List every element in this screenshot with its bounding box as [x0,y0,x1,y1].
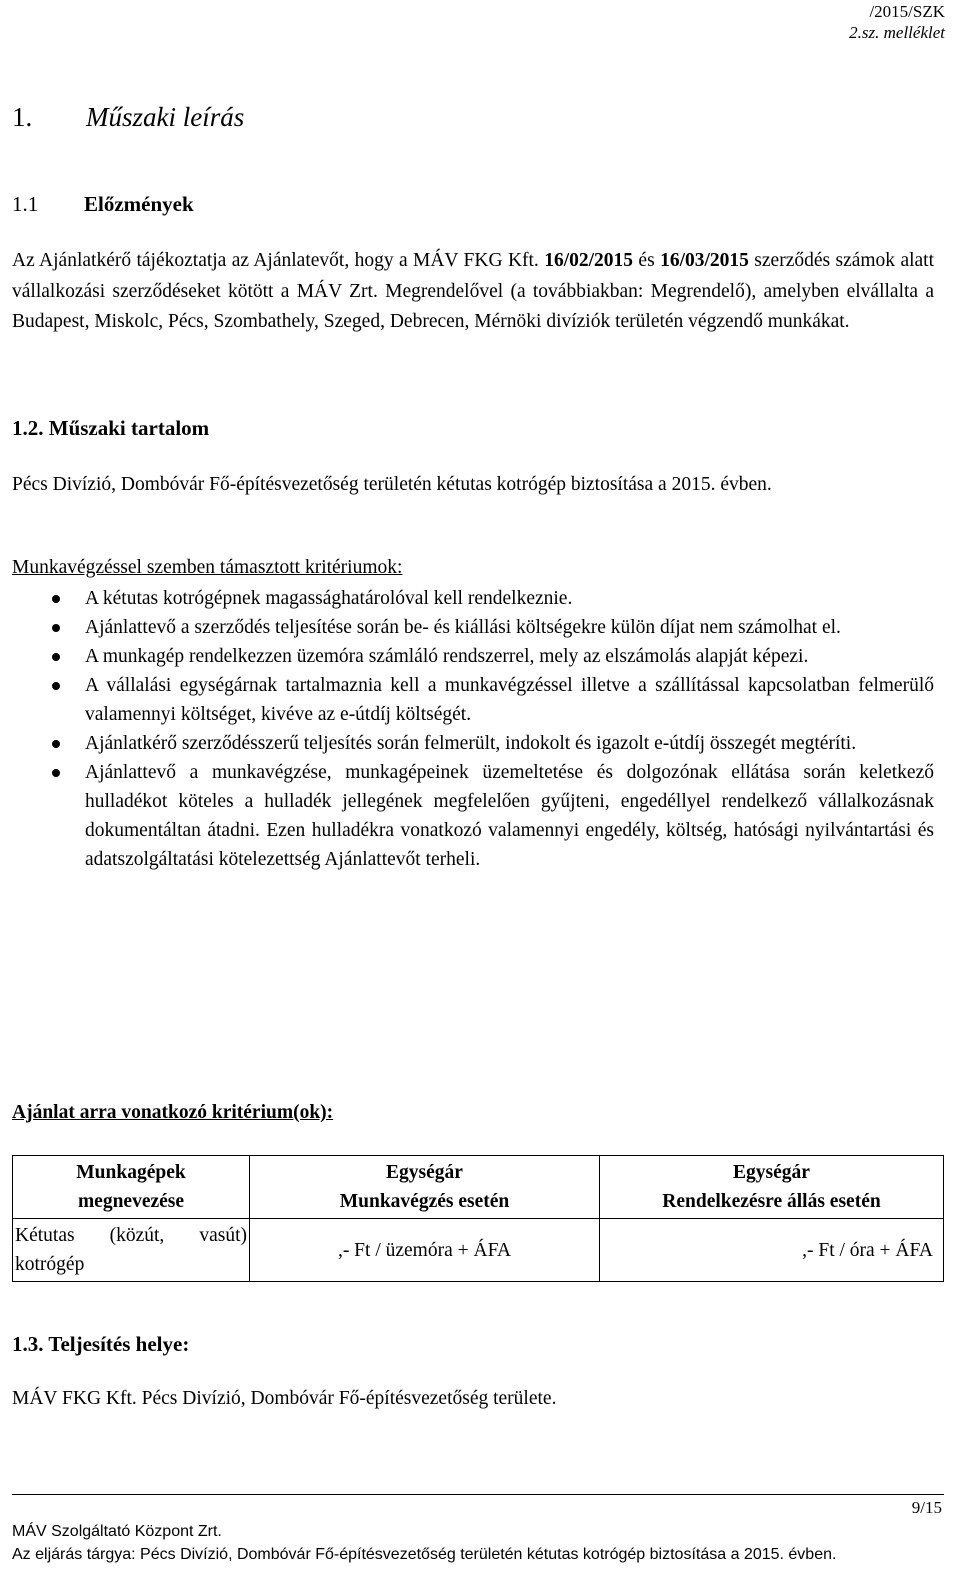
list-item-text: A kétutas kotrógépnek magassághatárolóval kell rendelkeznie. [85,588,573,609]
contract-number-1: 16/02/2015 [544,250,634,271]
list-item [12,584,934,613]
list-item [12,758,934,874]
subsection-title: Előzmények [84,192,194,216]
technical-content-paragraph: Pécs Divízió, Dombóvár Fő-építésvezetőség területén kétutas kotrógép biztosítása a 2015. évben. [12,474,772,495]
contract-number-2: 16/03/2015 [660,250,749,271]
paragraph-text-and: és [633,250,661,271]
column-header-machine: Munkagépek megnevezése [13,1156,250,1219]
table-row [13,1219,944,1282]
footer-organization: MÁV Szolgáltató Központ Zrt. [12,1523,222,1540]
list-item-text: A vállalási egységárnak tartalmaznia kell a munkavégzéssel illetve a szállítással kapcsolatban felmerülő valamennyi költséget, kivéve az e-útdíj költségét. [85,675,934,725]
header-annex: 2.sz. melléklet [849,23,945,42]
cell-machine: Kétutas (közút, vasút) kotrógép [13,1219,250,1282]
subsection-heading-1-2: 1.2. Műszaki tartalom [12,416,210,440]
subsection-heading-1-3: 1.3. Teljesítés helye: [12,1332,190,1356]
list-item-text: Ajánlatkérő szerződésszerű teljesítés során felmerült, indokolt és igazolt e-útdíj összegét megtéríti. [85,733,857,754]
cell-price-standby: ,- Ft / óra + ÁFA [600,1219,944,1282]
footer-subject: Az eljárás tárgya: Pécs Divízió, Dombóvár Fő-építésvezetőség területén kétutas kotrógép biztosítása a 2015. évben. [12,1546,837,1563]
column-header-price-work: Egységár Munkavégzés esetén [250,1156,600,1219]
list-item-text: Ajánlattevő a szerződés teljesítése során be- és kiállási költségekre külön díjat nem számolhat el. [85,617,841,638]
column-header-price-standby: Egységár Rendelkezésre állás esetén [600,1156,944,1219]
criteria-list [12,584,934,874]
offer-criteria-title: Ajánlat arra vonatkozó kritérium(ok): [12,1102,334,1123]
list-item [12,729,934,758]
list-item-text: A munkagép rendelkezzen üzemóra számláló rendszerrel, mely az elszámolás alapját képezi. [85,646,809,667]
bullet-icon [52,595,60,603]
bullet-icon [52,682,60,690]
paragraph-text-start: Az Ajánlatkérő tájékoztatja az Ajánlatevőt, hogy a MÁV FKG Kft. [12,250,545,271]
offer-table [12,1155,944,1282]
bullet-icon [52,740,60,748]
bullet-icon [52,769,60,777]
section-heading-1 [12,100,244,134]
list-item [12,671,934,729]
criteria-title: Munkavégzéssel szemben támasztott kritériumok: [12,557,403,578]
bullet-icon [52,624,60,632]
header-reference: /2015/SZK [869,2,945,21]
subsection-number: 1.1 [12,192,39,216]
list-item [12,642,934,671]
list-item [12,613,934,642]
list-item-text: Ajánlattevő a munkavégzése, munkagépeinek üzemeltetése és dolgozónak ellátása során keletkező hulladékot köteles a hulladék jellegének megfelelően gyűjteni, engedéllyel rendelkező vállalkozásnak dokumentáltan átadni. Ezen hulladékra vonatkozó valamennyi engedély, költség, hatósági nyilvántartási és adatszolgáltatási kötelezettség Ajánlattevőt terheli. [85,762,934,870]
background-paragraph [12,246,934,338]
footer-divider [12,1494,944,1495]
table-header-row [13,1156,944,1219]
section-title: Műszaki leírás [86,102,245,132]
section-number: 1. [12,102,33,132]
bullet-icon [52,653,60,661]
cell-price-work: ,- Ft / üzemóra + ÁFA [250,1219,600,1282]
page-number: 9/15 [911,1498,942,1517]
paragraph-text-end: szerződés számok alatt vállalkozási szerződéseket kötött a MÁV Zrt. Megrendelővel (a továbbiakban: Megrendelő), amelyben elvállalta a Budapest, Miskolc, Pécs, Szombathely, Szeged, Debrecen, Mérnöki divíziók területén végzendő munkákat. [12,250,935,332]
subsection-heading-1-1 [12,190,194,218]
place-of-performance: MÁV FKG Kft. Pécs Divízió, Dombóvár Fő-építésvezetőség területe. [12,1388,557,1409]
